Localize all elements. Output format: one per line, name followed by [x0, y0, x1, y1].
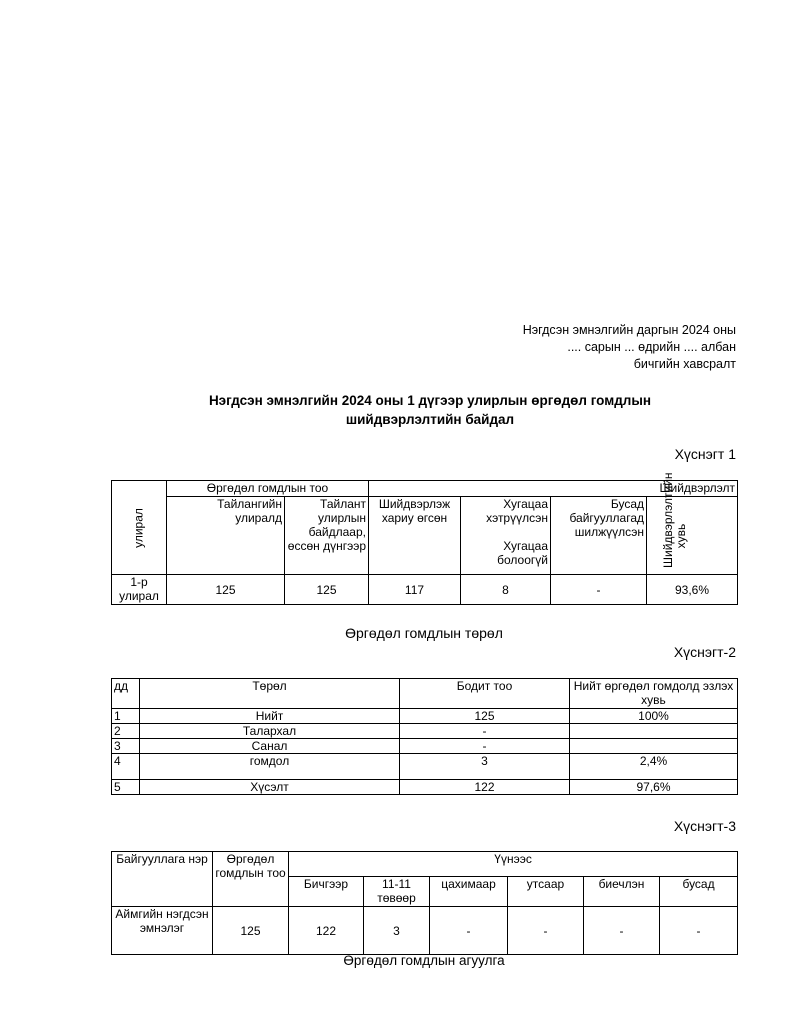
table3-cell: 3 — [364, 907, 430, 955]
table2-header-count: Бодит тоо — [400, 679, 570, 709]
table2-cell: - — [400, 724, 570, 739]
table-2 — [111, 678, 738, 795]
table2-cell: 4 — [112, 754, 140, 780]
document-title-line-2: шийдвэрлэлтийн байдал — [345, 412, 515, 427]
table1-header-resolution-group: Шийдвэрлэлт — [369, 481, 738, 497]
table3-cell: - — [660, 907, 738, 955]
table1-cell-rate: 93,6% — [647, 575, 738, 605]
table3-header-other: бусад — [660, 877, 738, 907]
table2-cell: Нийт — [140, 709, 400, 724]
table2-cell: 2,4% — [570, 754, 738, 780]
table3-cell: - — [584, 907, 660, 955]
table2-cell: Санал — [140, 739, 400, 754]
table3-header-online: цахимаар — [430, 877, 508, 907]
table1-header-overdue: Хугацаа хэтрүүлсэн — [486, 497, 548, 525]
table-3 — [111, 851, 738, 955]
table2-cell: Талархал — [140, 724, 400, 739]
table1-cell-transferred: - — [551, 575, 647, 605]
table1-header-overdue-cell — [461, 497, 551, 575]
table2-cell: гомдол — [140, 754, 400, 780]
table2-cell: - — [400, 739, 570, 754]
attachment-note-line-2: .... сарын ... өдрийн .... албан — [567, 340, 736, 354]
table3-cell-count: 125 — [213, 907, 289, 955]
table1-header-report-period: Тайлангийн улиралд — [167, 497, 285, 575]
table3-cell: - — [430, 907, 508, 955]
attachment-note-line-1: Нэгдсэн эмнэлгийн даргын 2024 оны — [522, 323, 736, 337]
table3-header-count: Өргөдөл гомдлын тоо — [213, 852, 289, 907]
table2-header-no: дд — [112, 679, 140, 709]
table2-cell: 1 — [112, 709, 140, 724]
table3-header-written: Бичгээр — [289, 877, 364, 907]
table2-cell — [570, 739, 738, 754]
table-row — [112, 907, 738, 955]
table2-cell: 97,6% — [570, 780, 738, 795]
table3-header-in-person: биечлэн — [584, 877, 660, 907]
table2-cell: 3 — [112, 739, 140, 754]
table3-cell: 122 — [289, 907, 364, 955]
section2-title: Өргөдөл гомдлын төрөл — [345, 625, 503, 641]
table-row — [112, 724, 738, 739]
table2-cell: 3 — [400, 754, 570, 780]
table-1 — [111, 471, 738, 605]
section4-title: Өргөдөл гомдлын агуулга — [343, 953, 505, 968]
table1-header-not-due: Хугацаа болоогүй — [497, 539, 548, 567]
table-row — [112, 754, 738, 780]
document-title — [100, 391, 760, 429]
table-row — [112, 739, 738, 754]
table2-header-type: Төрөл — [140, 679, 400, 709]
table2-cell: 5 — [112, 780, 140, 795]
table3-header-org: Байгууллага нэр — [112, 852, 213, 907]
table1-cell-season: 1-р улирал — [112, 575, 167, 605]
attachment-note — [523, 322, 736, 373]
table1-header-transferred: Бусад байгууллагад шилжүүлсэн — [551, 497, 647, 575]
table3-header-hotline: 11-11 төвөөр — [364, 877, 430, 907]
table1-label: Хүснэгт 1 — [674, 446, 736, 462]
table1-header-season: улирал — [112, 481, 167, 575]
table3-header-phone: утсаар — [508, 877, 584, 907]
table2-cell: 122 — [400, 780, 570, 795]
table-row — [112, 780, 738, 795]
table1-cell-report-period: 125 — [167, 575, 285, 605]
table2-cell: 125 — [400, 709, 570, 724]
table1-cell-cumulative: 125 — [285, 575, 369, 605]
table3-cell-org: Аймгийн нэгдсэн эмнэлэг — [112, 907, 213, 955]
document-title-line-1: Нэгдсэн эмнэлгийн 2024 оны 1 дүгээр улирлын өргөдөл гомдлын — [208, 393, 652, 408]
table3-header-source-group: Үүнээс — [289, 852, 738, 877]
table2-header-percent: Нийт өргөдөл гомдолд эзлэх хувь — [570, 679, 738, 709]
table2-cell: Хүсэлт — [140, 780, 400, 795]
table-row — [112, 575, 738, 605]
table1-cell-overdue: 8 — [461, 575, 551, 605]
table3-label: Хүснэгт-3 — [673, 818, 736, 834]
table1-header-rate: Шийдвэрлэлтийн хувь — [647, 497, 738, 575]
table2-cell: 100% — [570, 709, 738, 724]
table1-cell-resolved: 117 — [369, 575, 461, 605]
table-row — [112, 709, 738, 724]
attachment-note-line-3: бичгийн хавсралт — [633, 357, 736, 371]
table1-header-cumulative: Тайлант улирлын байдлаар, өссөн дүнгээр — [285, 497, 369, 575]
table2-cell — [570, 724, 738, 739]
table1-header-resolved: Шийдвэрлэж хариу өгсөн — [369, 497, 461, 575]
table2-label: Хүснэгт-2 — [673, 644, 736, 660]
table1-header-count-group: Өргөдөл гомдлын тоо — [167, 481, 369, 497]
table2-cell: 2 — [112, 724, 140, 739]
table3-cell: - — [508, 907, 584, 955]
